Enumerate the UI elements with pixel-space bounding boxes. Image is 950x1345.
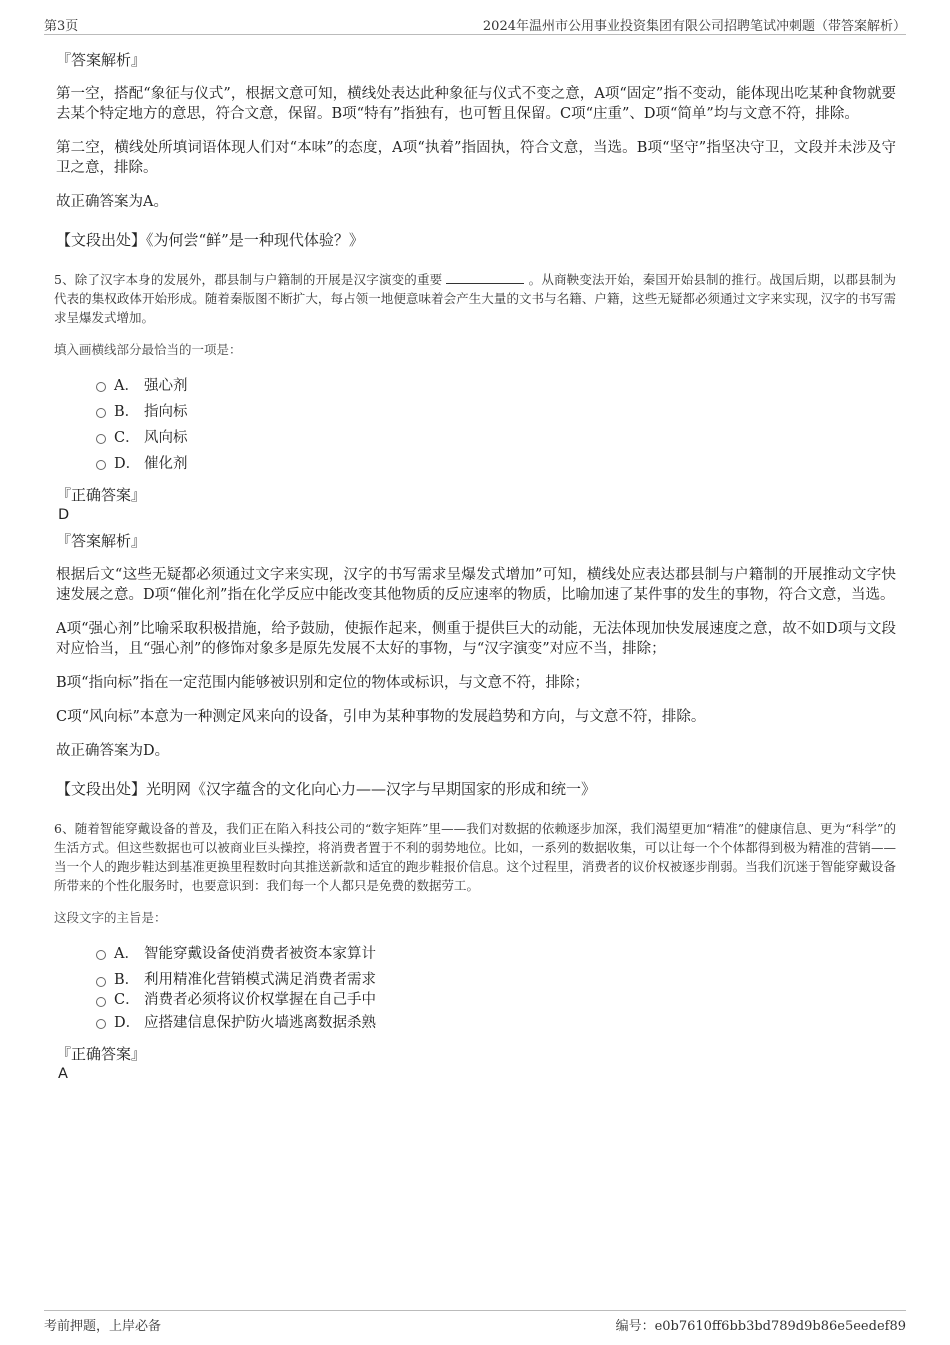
option-a[interactable]: A． 强心剂 [96, 373, 896, 399]
analysis-paragraph: 第一空，搭配“象征与仪式”，根据文意可知，横线处表达此种象征与仪式不变之意，A项“固定”指不变动，能体现出吃某种食物就要去某个特定地方的意思，符合文意，保留。B项“特有”指独有，也可暂且保留。C项“庄重”、D项“简单”均与文意不符，排除。 [56, 86, 896, 122]
question-text [54, 270, 896, 327]
analysis-title: 『答案解析』 [56, 532, 147, 550]
radio-icon[interactable] [96, 460, 106, 470]
analysis-paragraph: 故正确答案为D。 [56, 743, 170, 759]
document-content [54, 44, 896, 1090]
footer-slogan: 考前押题，上岸必备 [44, 1319, 162, 1334]
radio-icon[interactable] [96, 950, 106, 960]
source-citation: 【文段出处】光明网《汉字蕴含的文化向心力——汉字与早期国家的形成和统一》 [56, 780, 597, 798]
analysis-paragraph: 根据后文“这些无疑都必须通过文字来实现，汉字的书写需求呈爆发式增加”可知，横线处应表达郡县制与户籍制的开展推动文字快速发展之意。D项“催化剂”指在化学反应中能改变其他物质的反应速率的物质，比喻加速了某件事的发生的事物，符合文意，当选。 [56, 567, 896, 603]
question-text-before: 5、除了汉字本身的发展外，郡县制与户籍制的开展是汉字演变的重要 [54, 272, 443, 287]
correct-answer: D [58, 507, 70, 523]
question-prompt: 填入画横线部分最恰当的一项是： [54, 342, 242, 357]
page-header [44, 12, 906, 35]
radio-icon[interactable] [96, 434, 106, 444]
option-list [96, 941, 896, 1036]
source-citation: 【文段出处】《为何尝“鲜”是一种现代体验？》 [56, 231, 364, 249]
analysis-paragraph: C项“风向标”本意为一种测定风来向的设备，引申为某种事物的发展趋势和方向，与文意不符，排除。 [56, 709, 706, 725]
document-title: 2024年温州市公用事业投资集团有限公司招聘笔试冲刺题（带答案解析） [482, 19, 906, 34]
radio-icon[interactable] [96, 977, 106, 987]
radio-icon[interactable] [96, 382, 106, 392]
fill-blank [446, 271, 524, 284]
radio-icon[interactable] [96, 997, 106, 1007]
question-text: 6、随着智能穿戴设备的普及，我们正在陷入科技公司的“数字矩阵”里——我们对数据的依赖逐步加深，我们渴望更加“精准”的健康信息、更为“科学”的生活方式。但这些数据也可以被商业巨头操控，将消费者置于不利的弱势地位。比如，一系列的数据收集，可以让每一个个体都得到极为精准的营销——当一个人的跑步鞋达到基准更换里程数时向其推送新款和适宜的跑步鞋报价信息。这个过程里，消费者的议价权被逐步削弱。当我们沉迷于智能穿戴设备所带来的个性化服务时，也要意识到：我们每一个人都只是免费的数据劳工。 [54, 821, 896, 893]
analysis-title: 『答案解析』 [56, 51, 147, 69]
option-list [96, 373, 896, 477]
correct-answer-title: 『正确答案』 [56, 486, 147, 504]
correct-answer-title: 『正确答案』 [56, 1045, 147, 1063]
page-footer [44, 1310, 906, 1335]
option-a[interactable]: A． 智能穿戴设备使消费者被资本家算计 [96, 941, 896, 967]
option-b[interactable]: B． 指向标 [96, 399, 896, 425]
document-id: 编号：e0b7610ff6bb3bd789d9b86e5eedef89 [615, 1319, 906, 1334]
question-prompt: 这段文字的主旨是： [54, 910, 167, 925]
question-5 [54, 270, 896, 799]
question-6 [54, 819, 896, 1084]
analysis-paragraph: 故正确答案为A。 [56, 194, 168, 210]
analysis-paragraph: A项“强心剂”比喻采取积极措施，给予鼓励，使振作起来，侧重于提供巨大的动能，无法体现加快发展速度之意，故不如D项与文段对应恰当，且“强心剂”的修饰对象多是原先发展不太好的事物，与“汉字演变”对应不当，排除； [56, 621, 896, 657]
radio-icon[interactable] [96, 408, 106, 418]
analysis-paragraph: 第二空，横线处所填词语体现人们对“本味”的态度，A项“执着”指固执，符合文意，当选。B项“坚守”指坚决守卫，文段并未涉及守卫之意，排除。 [56, 140, 896, 176]
page-number: 第3页 [44, 19, 79, 34]
question-text-after: 。从商鞅变法开始，秦国开始县制的推行。战国后期，以郡县制为代表的集权政体开始形成。随着秦版图不断扩大，每占领一地便意味着会产生大量的文书与名籍、户籍，这些无疑都必须通过文字来实现，汉字的书写需求呈爆发式增加。 [54, 272, 896, 325]
correct-answer: A [58, 1066, 68, 1082]
analysis-paragraph: B项“指向标”指在一定范围内能够被识别和定位的物体或标识，与文意不符，排除； [56, 675, 589, 691]
option-c[interactable]: C． 风向标 [96, 425, 896, 451]
option-d[interactable]: D． 应搭建信息保护防火墙逃离数据杀熟 [96, 1010, 896, 1036]
option-b[interactable]: B． 利用精准化营销模式满足消费者需求 [96, 967, 896, 990]
option-c[interactable]: C． 消费者必须将议价权掌握在自己手中 [96, 990, 896, 1010]
radio-icon[interactable] [96, 1019, 106, 1029]
option-d[interactable]: D． 催化剂 [96, 451, 896, 477]
prev-question-analysis [54, 50, 896, 250]
